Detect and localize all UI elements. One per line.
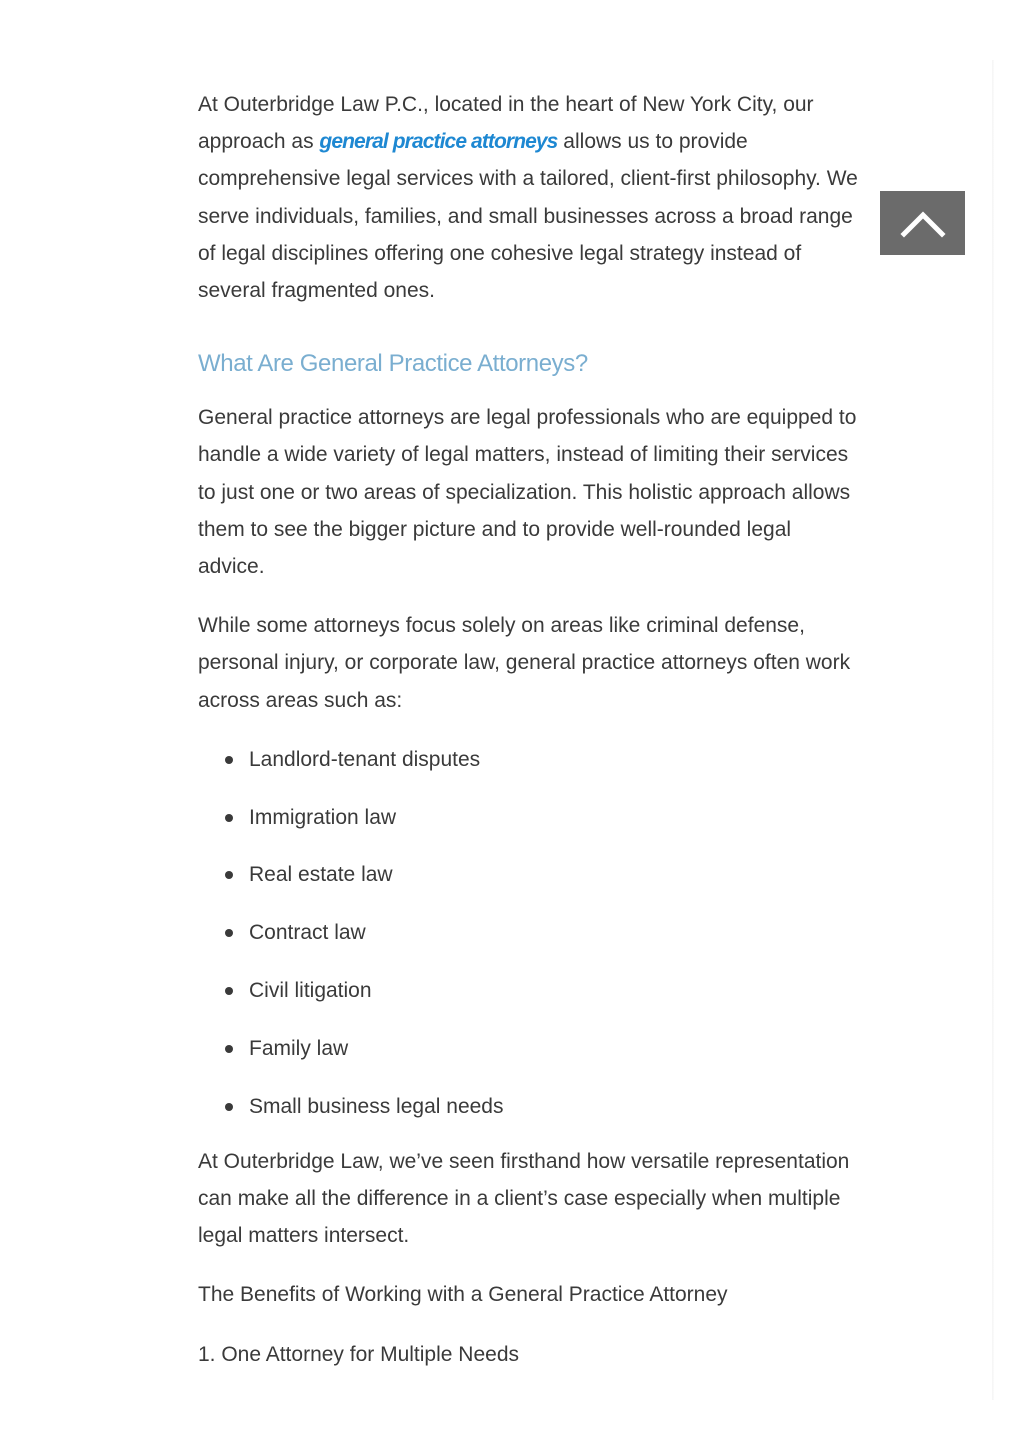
bullet-icon (225, 756, 233, 764)
list-item (198, 799, 858, 836)
benefits-title: The Benefits of Working with a General Practice Attorney (198, 1283, 728, 1307)
experience-paragraph: At Outerbridge Law, we’ve seen firsthand how versatile representation can make all the difference in a client’s case especially when multiple legal matters intersect. (198, 1149, 850, 1248)
list-item-label: Real estate law (249, 863, 393, 887)
bullet-icon (225, 814, 233, 822)
list-item (198, 1088, 858, 1125)
practice-areas-list (198, 741, 858, 1125)
intro-text-after-link: allows us to provide comprehensive legal services with a tailored, client-first philosophy. We serve individuals, families, and small businesses across a broad range of legal disciplines offering one cohesive legal strategy instead of several fragmented ones. (198, 130, 858, 303)
intro-text-before-link: At Outerbridge Law P.C., located in the heart of New York City, our approach as (198, 93, 814, 154)
chevron-up-icon (900, 208, 946, 238)
bullet-icon (225, 1045, 233, 1053)
list-item-label: Small business legal needs (249, 1094, 504, 1118)
section-heading: What Are General Practice Attorneys? (198, 350, 588, 378)
bullet-icon (225, 929, 233, 937)
bullet-icon (225, 987, 233, 995)
general-practice-attorneys-link[interactable]: general practice attorneys (319, 130, 558, 154)
list-item-label: Civil litigation (249, 979, 372, 1003)
article-content (198, 86, 858, 1395)
list-item-label: Family law (249, 1036, 349, 1060)
list-item-label: Immigration law (249, 805, 397, 829)
list-item-label: Contract law (249, 921, 366, 945)
benefit-1-title: 1. One Attorney for Multiple Needs (198, 1342, 519, 1366)
list-item (198, 1030, 858, 1067)
scroll-to-top-button[interactable] (880, 191, 965, 255)
list-item (198, 741, 858, 778)
page-edge-divider (992, 60, 994, 1400)
list-item-label: Landlord-tenant disputes (249, 747, 481, 771)
definition-paragraph: General practice attorneys are legal professionals who are equipped to handle a wide variety of legal matters, instead of limiting their services to just one or two areas of specialization. This holistic approach allows them to see the bigger picture and to provide well-rounded legal advice. (198, 406, 857, 579)
list-item (198, 856, 858, 893)
bullet-icon (225, 1103, 233, 1111)
list-item (198, 972, 858, 1009)
intro-paragraph (198, 86, 858, 309)
bullet-icon (225, 871, 233, 879)
list-item (198, 914, 858, 951)
areas-intro-paragraph: While some attorneys focus solely on areas like criminal defense, personal injury, or corporate law, general practice attorneys often work across areas such as: (198, 614, 851, 712)
